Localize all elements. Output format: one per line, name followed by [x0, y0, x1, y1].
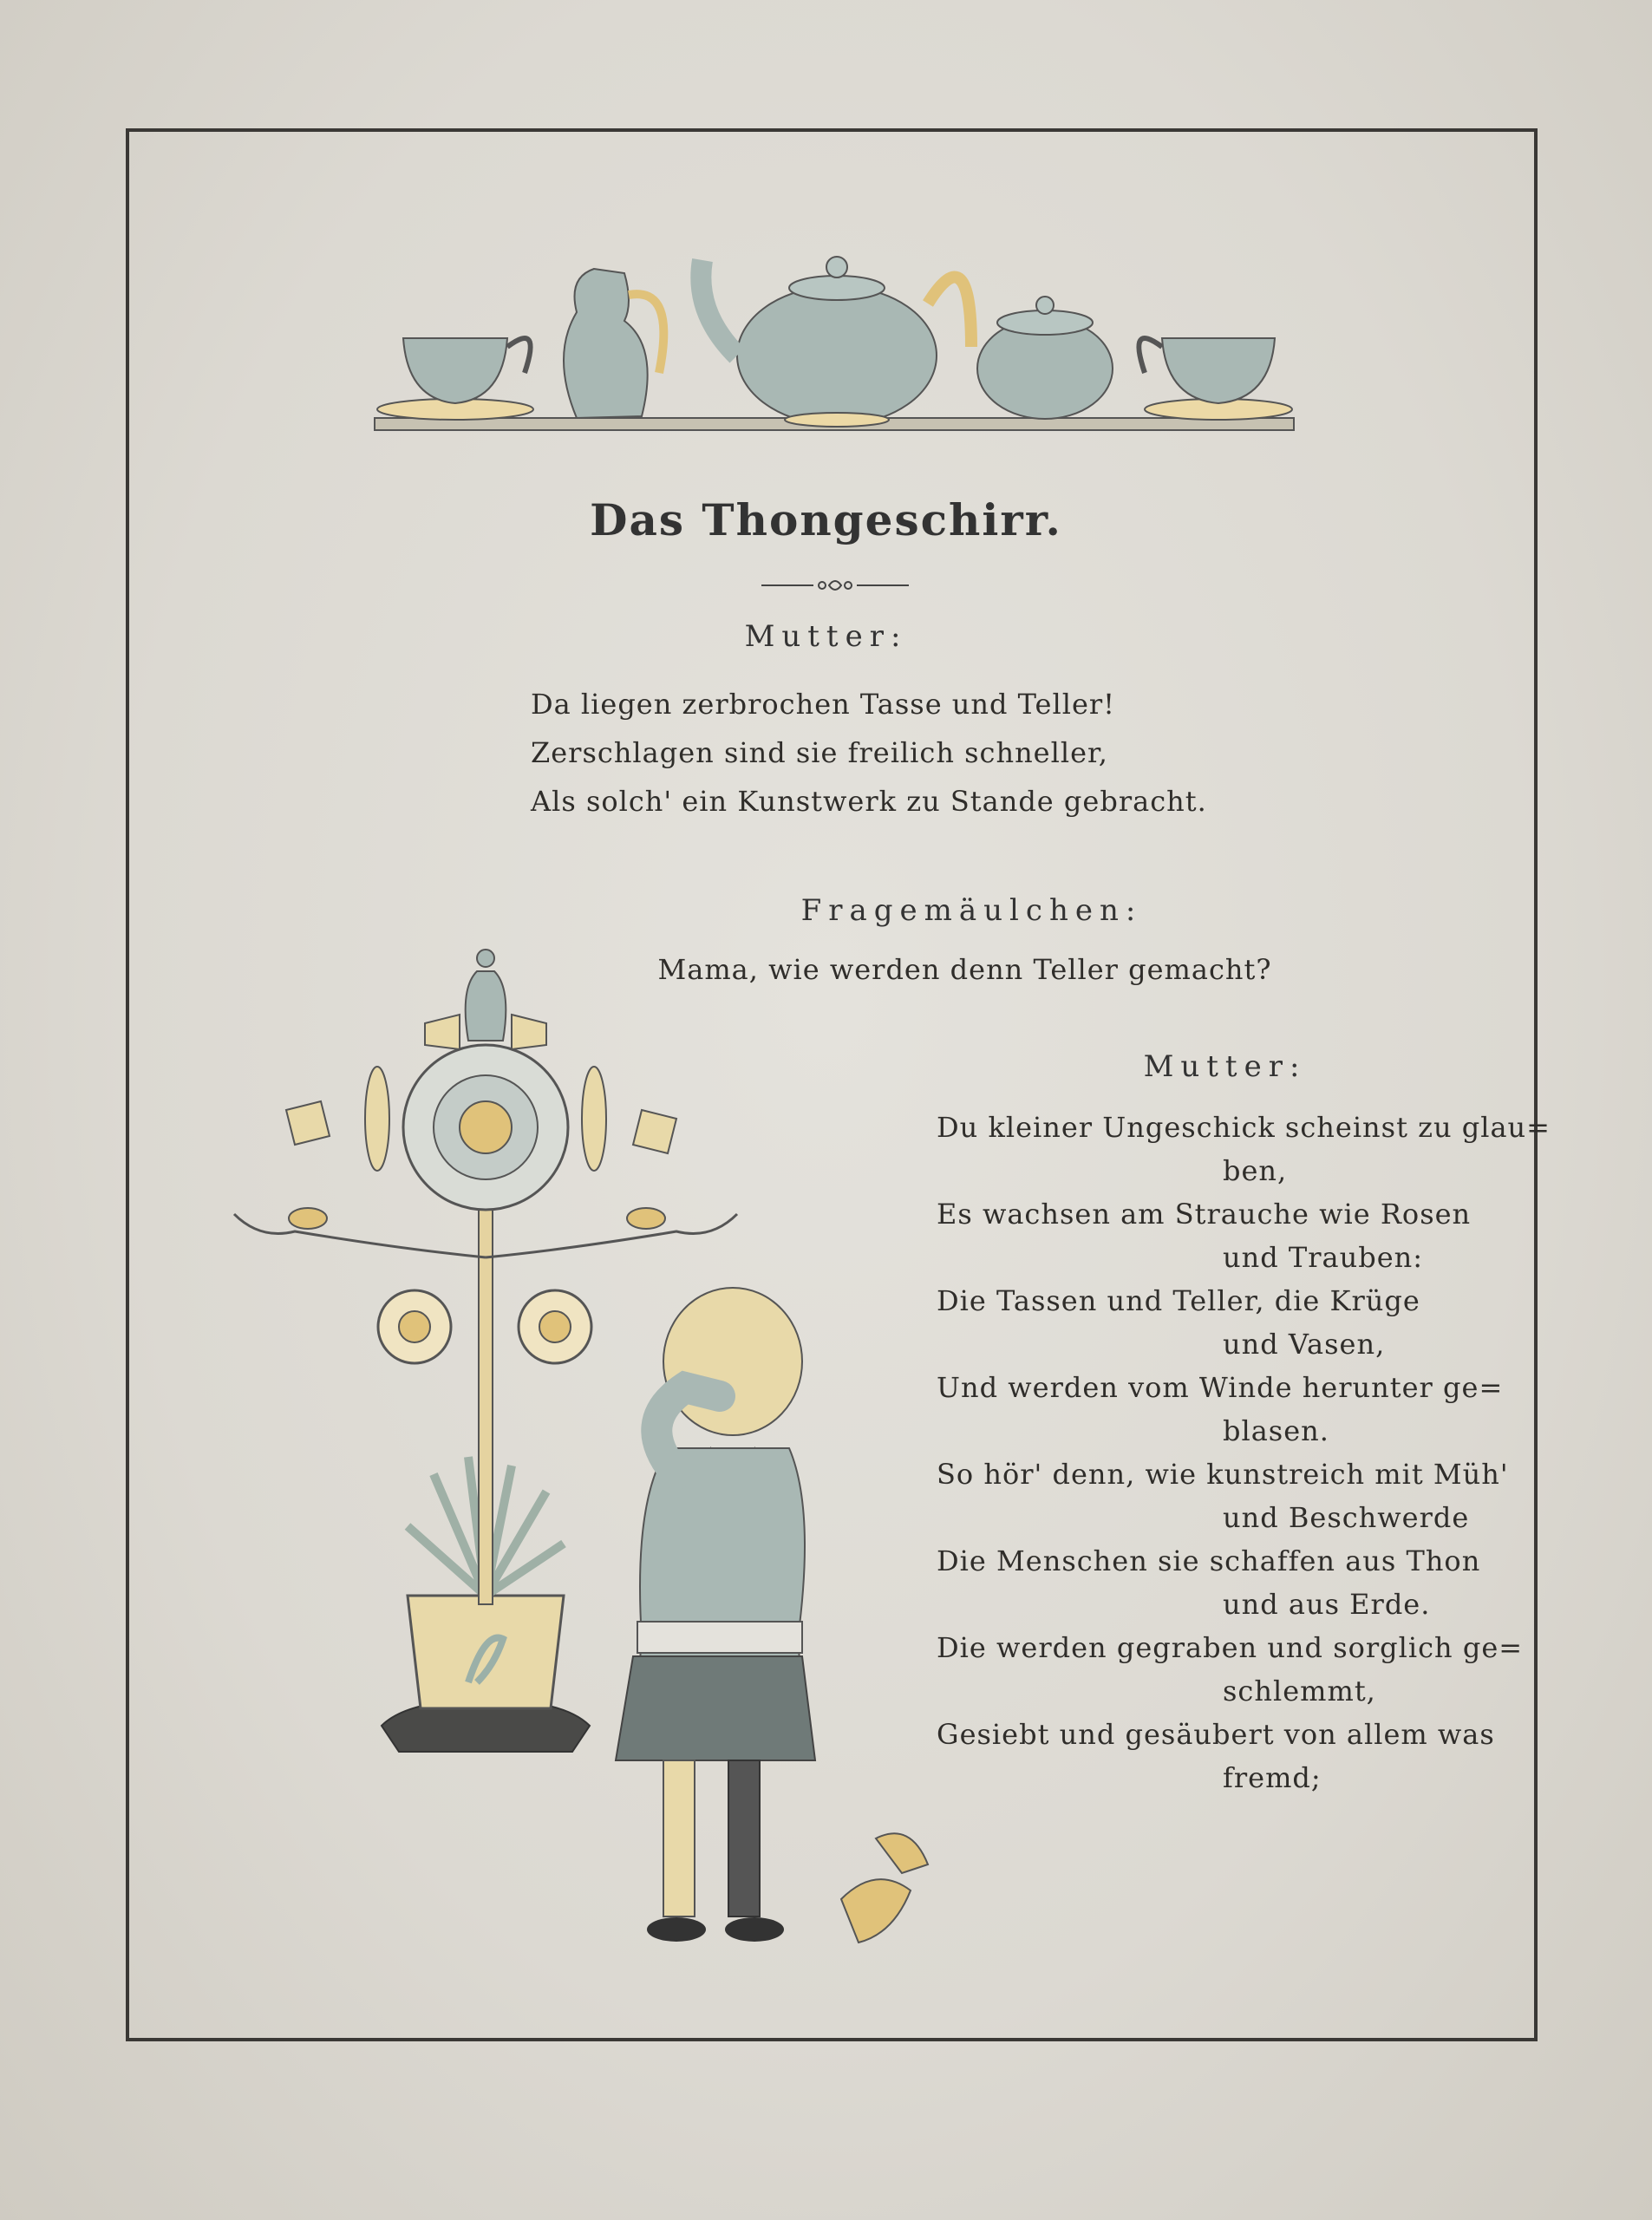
verse-line: Die werden gegraben und sorglich ge=	[937, 1631, 1524, 1664]
stanza-3	[937, 1106, 1551, 1799]
verse-line: Mama, wie werden denn Teller gemacht?	[657, 953, 1272, 986]
stanza-1	[531, 680, 1207, 826]
crying-child-illustration	[581, 1275, 963, 1986]
verse-line-continuation: ben,	[1223, 1154, 1288, 1187]
verse-line: Als solch' ein Kunstwerk zu Stande gebracht.	[531, 785, 1207, 818]
speaker-label-mutter-2: Mutter:	[1143, 1049, 1307, 1084]
tea-set-illustration	[364, 225, 1318, 434]
verse-line-continuation: und Trauben:	[1223, 1241, 1424, 1274]
verse-line-continuation: fremd;	[1223, 1761, 1322, 1794]
speaker-label-fragemaeulchen: Fragemäulchen:	[800, 893, 1143, 928]
verse-line-continuation: schlemmt,	[1223, 1675, 1376, 1707]
verse-line: Es wachsen am Strauche wie Rosen	[937, 1198, 1472, 1231]
verse-line: Du kleiner Ungeschick scheinst zu glau=	[937, 1111, 1551, 1144]
speaker-label-mutter-1: Mutter:	[744, 619, 908, 654]
verse-line: So hör' denn, wie kunstreich mit Müh'	[937, 1458, 1509, 1491]
poem-title: Das Thongeschirr.	[590, 494, 1062, 545]
verse-line-continuation: und Beschwerde	[1223, 1501, 1470, 1534]
verse-line: Die Tassen und Teller, die Krüge	[937, 1284, 1420, 1317]
verse-line-continuation: und aus Erde.	[1223, 1588, 1431, 1621]
verse-line: Und werden vom Winde herunter ge=	[937, 1371, 1504, 1404]
verse-line: Die Menschen sie schaffen aus Thon	[937, 1544, 1481, 1577]
verse-line: Gesiebt und gesäubert von allem was	[937, 1718, 1495, 1751]
verse-line-continuation: blasen.	[1223, 1414, 1329, 1447]
verse-line: Da liegen zerbrochen Tasse und Teller!	[531, 688, 1116, 721]
title-ornament	[761, 572, 909, 598]
verse-line: Zerschlagen sind sie freilich schneller,	[531, 736, 1108, 769]
verse-line-continuation: und Vasen,	[1223, 1328, 1386, 1361]
